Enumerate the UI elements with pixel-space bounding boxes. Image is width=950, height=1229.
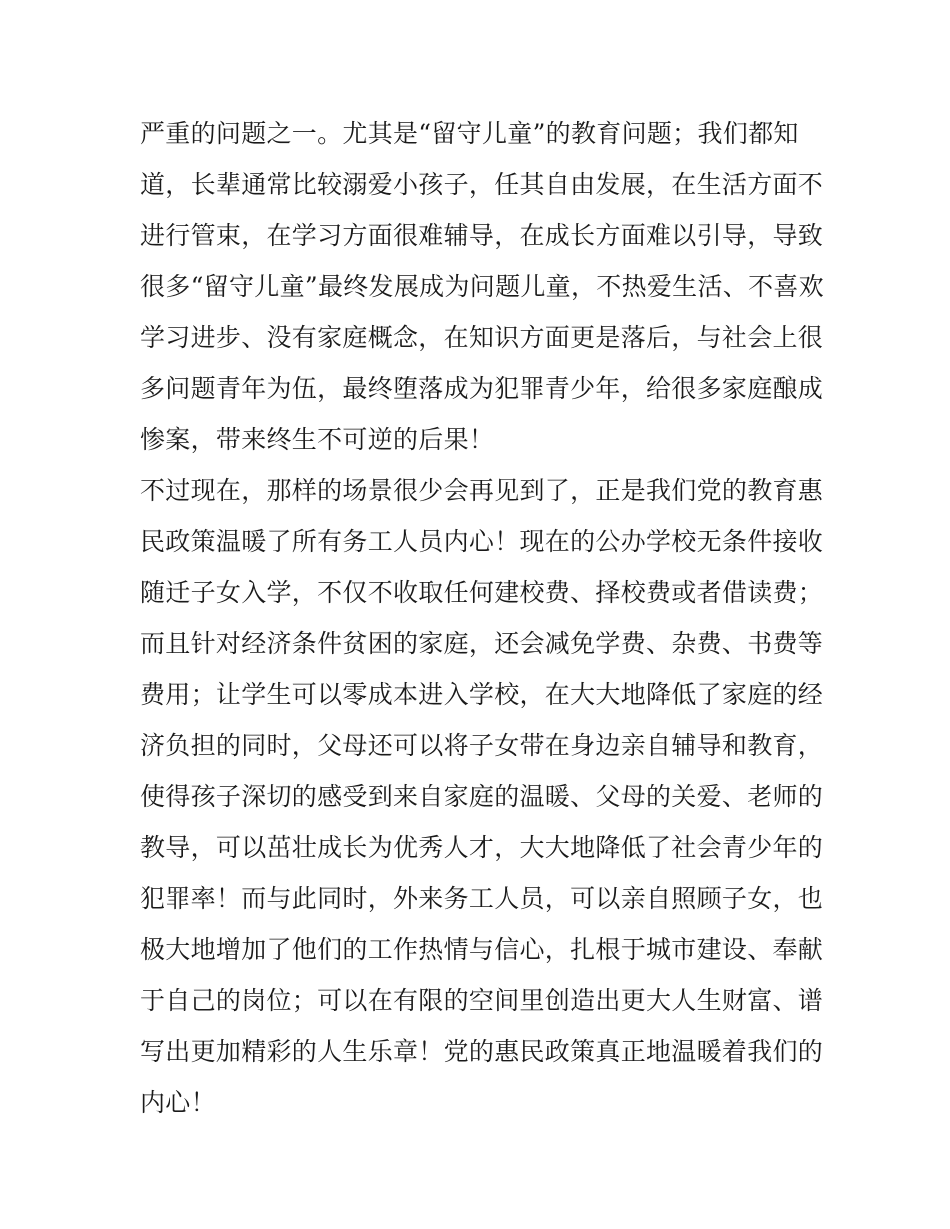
text-line: 写出更加精彩的人生乐章！党的惠民政策真正地温暖着我们的 — [140, 1037, 824, 1066]
text-line: 费用；让学生可以零成本进入学校，在大大地降低了家庭的经 — [140, 680, 824, 709]
text-line: 惨案，带来终生不可逆的后果！ — [140, 425, 495, 454]
text-line: 随迁子女入学，不仅不收取任何建校费、择校费或者借读费； — [140, 578, 824, 607]
text-line: 不过现在，那样的场景很少会再见到了，正是我们党的教育惠 — [140, 476, 824, 505]
text-line: 犯罪率！而与此同时，外来务工人员，可以亲自照顾子女，也 — [140, 884, 824, 913]
text-line: 学习进步、没有家庭概念，在知识方面更是落后，与社会上很 — [140, 323, 824, 352]
text-line: 使得孩子深切的感受到来自家庭的温暖、父母的关爱、老师的 — [140, 782, 824, 811]
text-line: 于自己的岗位；可以在有限的空间里创造出更大人生财富、谱 — [140, 986, 824, 1015]
text-line: 民政策温暖了所有务工人员内心！现在的公办学校无条件接收 — [140, 527, 824, 556]
text-line: 教导，可以茁壮成长为优秀人才，大大地降低了社会青少年的 — [140, 833, 824, 862]
text-line: 内心！ — [140, 1088, 216, 1117]
text-line: 多问题青年为伍，最终堕落成为犯罪青少年，给很多家庭酿成 — [140, 374, 824, 403]
document-body — [140, 108, 830, 1128]
text-line: 济负担的同时，父母还可以将子女带在身边亲自辅导和教育， — [140, 731, 824, 760]
text-line: 严重的问题之一。尤其是“留守儿童”的教育问题；我们都知 — [140, 119, 799, 148]
text-line: 道，长辈通常比较溺爱小孩子，任其自由发展，在生活方面不 — [140, 170, 824, 199]
text-line: 极大地增加了他们的工作热情与信心，扎根于城市建设、奉献 — [140, 935, 824, 964]
text-line: 进行管束，在学习方面很难辅导，在成长方面难以引导，导致 — [140, 221, 824, 250]
text-line: 而且针对经济条件贫困的家庭，还会减免学费、杂费、书费等 — [140, 629, 824, 658]
text-line: 很多“留守儿童”最终发展成为问题儿童，不热爱生活、不喜欢 — [140, 272, 824, 301]
